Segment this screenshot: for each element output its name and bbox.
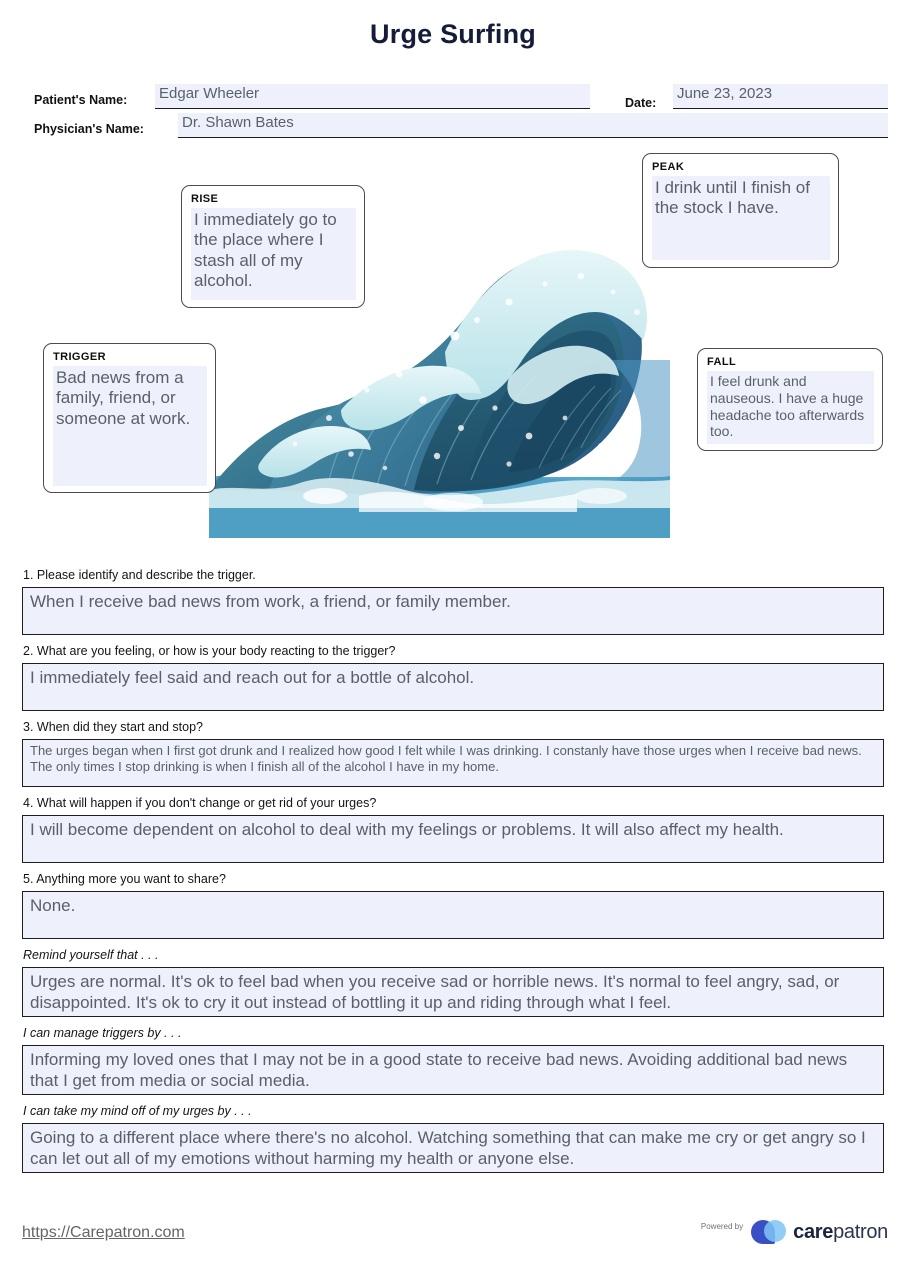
page-footer xyxy=(0,1216,906,1260)
urge-wave-diagram xyxy=(0,145,906,550)
callout-peak xyxy=(642,153,839,268)
patient-name-label: Patient's Name: xyxy=(34,93,128,107)
logo-petal-light xyxy=(764,1220,786,1242)
question-block-5 xyxy=(22,872,884,939)
carepatron-logo-icon xyxy=(751,1218,787,1246)
questionnaire xyxy=(22,568,884,1182)
callout-peak-caption: PEAK xyxy=(652,161,685,173)
callout-trigger xyxy=(43,343,216,493)
prompt-block-manage-triggers xyxy=(22,1026,884,1095)
question-4-label: 4. What will happen if you don't change or get rid of your urges? xyxy=(23,796,377,810)
date-field[interactable]: June 23, 2023 xyxy=(673,84,888,109)
prompt-manage-triggers-label: I can manage triggers by . . . xyxy=(23,1026,182,1040)
callout-fall-caption: FALL xyxy=(707,356,737,368)
callout-trigger-caption: TRIGGER xyxy=(53,351,106,363)
question-5-answer[interactable]: None. xyxy=(22,891,884,939)
question-2-answer[interactable]: I immediately feel said and reach out for a bottle of alcohol. xyxy=(22,663,884,711)
callout-trigger-text[interactable]: Bad news from a family, friend, or someone at work. xyxy=(53,366,207,486)
callout-fall xyxy=(697,348,883,451)
carepatron-site-link[interactable]: https://Carepatron.com xyxy=(22,1224,185,1241)
question-3-label: 3. When did they start and stop? xyxy=(23,720,203,734)
question-2-label: 2. What are you feeling, or how is your body reacting to the trigger? xyxy=(23,644,396,658)
callout-fall-text[interactable]: I feel drunk and nauseous. I have a huge headache too afterwards too. xyxy=(707,371,874,444)
question-block-1 xyxy=(22,568,884,635)
carepatron-wordmark xyxy=(793,1221,888,1244)
callout-peak-text[interactable]: I drink until I finish of the stock I have. xyxy=(652,176,830,260)
prompt-block-remind xyxy=(22,948,884,1017)
date-label: Date: xyxy=(625,96,657,110)
physician-name-label: Physician's Name: xyxy=(34,122,144,136)
wordmark-care: care xyxy=(793,1220,834,1243)
prompt-manage-triggers-answer[interactable]: Informing my loved ones that I may not be in a good state to receive bad news. Avoiding additional bad news that I get from media or social media. xyxy=(22,1045,884,1095)
prompt-remind-answer[interactable]: Urges are normal. It's ok to feel bad when you receive sad or horrible news. It's normal to feel angry, sad, or disappointed. It's ok to cry it out instead of bottling it up and riding through what I feel. xyxy=(22,967,884,1017)
powered-by-label: Powered by xyxy=(700,1222,744,1231)
question-1-label: 1. Please identify and describe the trigger. xyxy=(23,568,256,582)
prompt-take-mind-off-answer[interactable]: Going to a different place where there's no alcohol. Watching something that can make me cry or get angry so I can let out all of my emotions without harming my health or anyone else. xyxy=(22,1123,884,1173)
physician-name-field[interactable]: Dr. Shawn Bates xyxy=(178,113,888,138)
prompt-take-mind-off-label: I can take my mind off of my urges by . . . xyxy=(23,1104,252,1118)
callout-rise-text[interactable]: I immediately go to the place where I stash all of my alcohol. xyxy=(191,208,356,300)
question-block-2 xyxy=(22,644,884,711)
question-1-answer[interactable]: When I receive bad news from work, a friend, or family member. xyxy=(22,587,884,635)
question-block-4 xyxy=(22,796,884,863)
carepatron-branding xyxy=(701,1218,888,1246)
callout-rise xyxy=(181,185,365,308)
patient-meta-section xyxy=(0,82,906,140)
question-5-label: 5. Anything more you want to share? xyxy=(23,872,226,886)
page-title: Urge Surfing xyxy=(370,19,536,49)
question-4-answer[interactable]: I will become dependent on alcohol to deal with my feelings or problems. It will also affect my health. xyxy=(22,815,884,863)
wordmark-patron: patron xyxy=(833,1220,888,1243)
patient-name-field[interactable]: Edgar Wheeler xyxy=(155,84,590,109)
prompt-remind-label: Remind yourself that . . . xyxy=(23,948,159,962)
question-block-3 xyxy=(22,720,884,787)
prompt-block-take-mind-off xyxy=(22,1104,884,1173)
callout-rise-caption: RISE xyxy=(191,193,219,205)
question-3-answer[interactable]: The urges began when I first got drunk and I realized how good I felt while I was drinking. I constanly have those urges when I receive bad news. The only times I stop drinking is when I finish all of the alcohol I have in my home. xyxy=(22,739,884,787)
